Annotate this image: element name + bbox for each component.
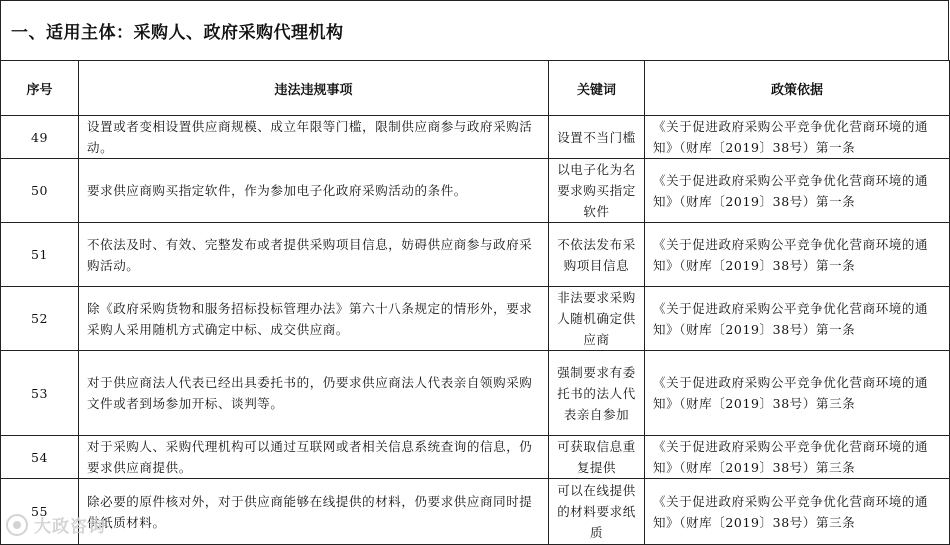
row-num: 52 xyxy=(1,287,79,351)
table-row xyxy=(1,479,950,545)
table-row xyxy=(1,351,950,436)
column-header-violation: 违法违规事项 xyxy=(79,61,549,116)
watermark-text: 大政咨询 xyxy=(34,517,106,537)
row-keyword: 强制要求有委托书的法人代表亲自参加 xyxy=(549,351,645,436)
row-basis: 《关于促进政府采购公平竞争优化营商环境的通知》（财库〔2019〕38号）第三条 xyxy=(645,479,950,545)
table-row xyxy=(1,436,950,479)
section-title: 一、适用主体：采购人、政府采购代理机构 xyxy=(0,0,949,61)
row-basis: 《关于促进政府采购公平竞争优化营商环境的通知》（财库〔2019〕38号）第一条 xyxy=(645,159,950,223)
table-row xyxy=(1,287,950,351)
row-basis: 《关于促进政府采购公平竞争优化营商环境的通知》（财库〔2019〕38号）第一条 xyxy=(645,287,950,351)
row-violation: 不依法及时、有效、完整发布或者提供采购项目信息，妨碍供应商参与政府采购活动。 xyxy=(79,223,549,287)
row-violation: 设置或者变相设置供应商规模、成立年限等门槛，限制供应商参与政府采购活动。 xyxy=(79,116,549,159)
watermark-logo-icon xyxy=(6,514,28,536)
row-num: 50 xyxy=(1,159,79,223)
watermark xyxy=(6,512,106,537)
row-basis: 《关于促进政府采购公平竞争优化营商环境的通知》（财库〔2019〕38号）第一条 xyxy=(645,116,950,159)
row-keyword: 非法要求采购人随机确定供应商 xyxy=(549,287,645,351)
row-basis: 《关于促进政府采购公平竞争优化营商环境的通知》（财库〔2019〕38号）第三条 xyxy=(645,436,950,479)
row-basis: 《关于促进政府采购公平竞争优化营商环境的通知》（财库〔2019〕38号）第一条 xyxy=(645,223,950,287)
row-violation: 对于采购人、采购代理机构可以通过互联网或者相关信息系统查询的信息，仍要求供应商提供。 xyxy=(79,436,549,479)
row-violation: 除必要的原件核对外，对于供应商能够在线提供的材料，仍要求供应商同时提供纸质材料。 xyxy=(79,479,549,545)
row-violation: 要求供应商购买指定软件，作为参加电子化政府采购活动的条件。 xyxy=(79,159,549,223)
row-num: 53 xyxy=(1,351,79,436)
row-keyword: 不依法发布采购项目信息 xyxy=(549,223,645,287)
row-num: 54 xyxy=(1,436,79,479)
row-keyword: 可获取信息重复提供 xyxy=(549,436,645,479)
table-row xyxy=(1,159,950,223)
column-header-basis: 政策依据 xyxy=(645,61,950,116)
table-row xyxy=(1,223,950,287)
row-violation: 对于供应商法人代表已经出具委托书的，仍要求供应商法人代表亲自领购采购文件或者到场参加开标、谈判等。 xyxy=(79,351,549,436)
column-header-keyword: 关键词 xyxy=(549,61,645,116)
row-basis: 《关于促进政府采购公平竞争优化营商环境的通知》（财库〔2019〕38号）第三条 xyxy=(645,351,950,436)
row-num: 49 xyxy=(1,116,79,159)
column-header-num: 序号 xyxy=(1,61,79,116)
table-row xyxy=(1,116,950,159)
row-keyword: 可以在线提供的材料要求纸质 xyxy=(549,479,645,545)
row-keyword: 以电子化为名要求购买指定软件 xyxy=(549,159,645,223)
rules-table xyxy=(0,60,950,545)
row-num: 51 xyxy=(1,223,79,287)
row-violation: 除《政府采购货物和服务招标投标管理办法》第六十八条规定的情形外，要求采购人采用随机方式确定中标、成交供应商。 xyxy=(79,287,549,351)
table-header-row xyxy=(1,61,950,116)
row-num: 55 xyxy=(1,479,79,545)
row-keyword: 设置不当门槛 xyxy=(549,116,645,159)
